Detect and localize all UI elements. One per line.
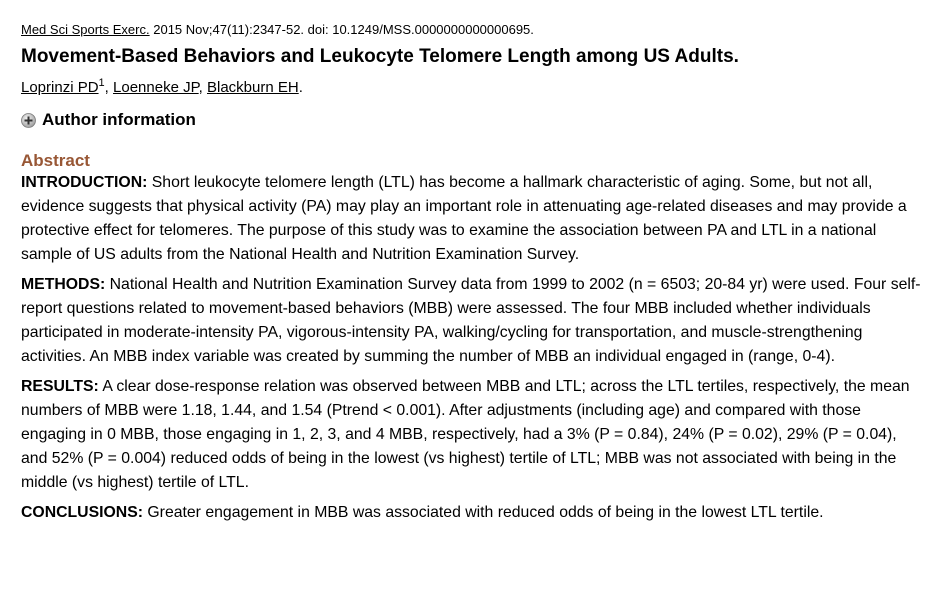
abstract-body [21, 171, 921, 525]
affiliation-marker: 1 [98, 77, 105, 89]
plus-icon[interactable] [21, 113, 36, 128]
section-label: CONCLUSIONS: [21, 504, 143, 521]
abstract-section-methods [21, 273, 921, 369]
citation-details: 2015 Nov;47(11):2347-52. doi: 10.1249/MSS.0000000000000695. [153, 22, 534, 37]
article-title: Movement-Based Behaviors and Leukocyte Telomere Length among US Adults. [21, 46, 739, 67]
section-text: Greater engagement in MBB was associated with reduced odds of being in the lowest LTL tertile. [147, 504, 824, 521]
section-label: INTRODUCTION: [21, 174, 148, 191]
author-separator: . [298, 79, 303, 96]
citation [21, 22, 921, 38]
section-text: National Health and Nutrition Examination Survey data from 1999 to 2002 (n = 6503; 20-84 yr) were used. Four self-report questions related to movement-based behaviors (MBB) were assessed. The four MBB included whether individuals participated in moderate-intensity PA, vigorous-intensity PA, walking/cycling for transportation, and muscle-strengthening activities. An MBB index variable was created by summing the number of MBB an individual engaged in (range, 0-4). [21, 276, 921, 365]
author-link-blackburn[interactable]: Blackburn EH [207, 79, 299, 96]
abstract-section-conclusions [21, 501, 921, 525]
section-text: Short leukocyte telomere length (LTL) has become a hallmark characteristic of aging. Some, but not all, evidence suggests that physical activity (PA) may play an important role in attenuating age-related diseases and may provide a protective effect for telomeres. The purpose of this study was to examine the association between PA and LTL in a national sample of US adults from the National Health and Nutrition Examination Survey. [21, 174, 907, 263]
section-label: RESULTS: [21, 378, 99, 395]
journal-link[interactable]: Med Sci Sports Exerc. [21, 22, 150, 37]
section-label: METHODS: [21, 276, 106, 293]
abstract-heading: Abstract [21, 151, 90, 170]
author-information-label: Author information [42, 110, 196, 129]
author-information-toggle[interactable] [21, 110, 921, 130]
abstract-section-introduction [21, 171, 921, 267]
abstract-section-results [21, 375, 921, 495]
author-link-loprinzi[interactable]: Loprinzi PD [21, 79, 99, 96]
author-separator: , [104, 79, 114, 96]
section-text: A clear dose-response relation was observed between MBB and LTL; across the LTL tertiles, respectively, the mean numbers of MBB were 1.18, 1.44, and 1.54 (Ptrend < 0.001). After adjustments (including age) and compared with those engaging in 0 MBB, those engaging in 1, 2, 3, and 4 MBB, respectively, had a 3% (P = 0.84), 24% (P = 0.02), 29% (P = 0.04), and 52% (P = 0.004) reduced odds of being in the lowest (vs highest) tertile of LTL; MBB was not associated with being in the middle (vs highest) tertile of LTL. [21, 378, 910, 491]
author-list [21, 73, 921, 98]
author-separator: , [198, 79, 207, 96]
author-link-loenneke[interactable]: Loenneke JP [113, 79, 199, 96]
